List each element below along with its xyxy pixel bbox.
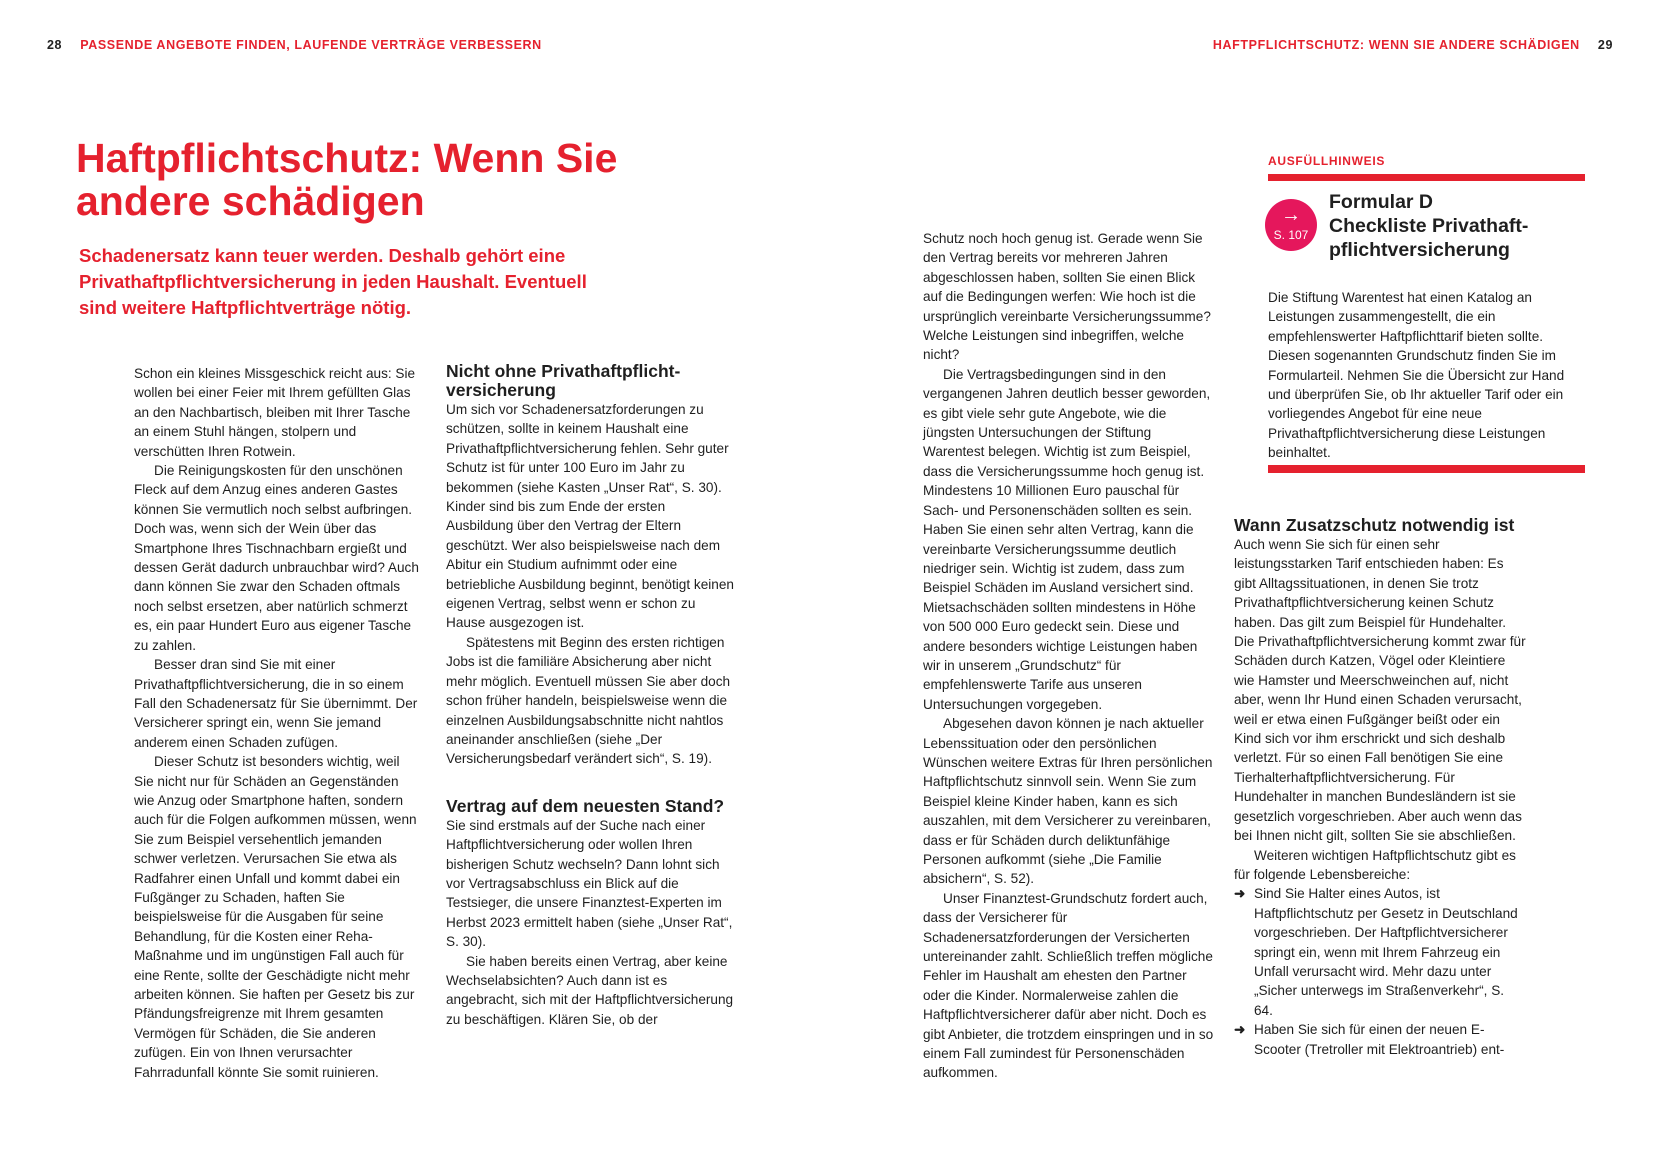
sidebar-title: Formular D Checkliste Privathaft- pflichtversicherung [1329, 191, 1529, 261]
paragraph: Auch wenn Sie sich für einen sehr leistungsstarken Tarif entschieden haben: Es gibt Alltagssituationen, in denen Sie trotz Privathaftpflichtversicherung keinen Schutz haben. Das gilt zum Beispiel für Hundehalter. Die Privathaftpflichtversicherung kommt zwar für Schäden durch Katzen, Vögel oder Kleintiere wie Hamster und Meerschweinchen auf, nicht aber, wenn Ihr Hund einen Schaden verursacht, weil er etwa einen Fußgänger beißt oder ein Kind sich vor ihm erschrickt und sich deshalb verletzt. Für so einen Fall benötigen Sie eine Tierhalterhaftpflichtversicherung. Für Hundehalter in manchen Bundesländern ist sie gesetzlich vorgeschrieben. Aber auch wenn das bei Ihnen nicht gilt, sollten Sie sie abschließen. [1234, 537, 1526, 844]
paragraph: Weiteren wichtigen Haftpflichtschutz gibt es für folgende Lebensbereiche: [1234, 847, 1516, 882]
paragraph: Abgesehen davon können je nach aktueller Lebenssituation oder den persönlichen Wünschen weitere Extras für Ihren persönlichen Haftpflichtschutz sinnvoll sein. Wenn Sie zum Beispiel kleine Kinder haben, kann es sich auszahlen, mit dem Versicherer zu vereinbaren, dass er für Schäden durch deliktunfähige Personen aufkommt (siehe „Die Familie absichern“, S. 52). [923, 716, 1213, 887]
running-title-right: HAFTPFLICHTSCHUTZ: WENN SIE ANDERE SCHÄDIGEN [1212, 38, 1580, 52]
paragraph: Spätestens mit Beginn des ersten richtigen Jobs ist die familiäre Absicherung aber nicht mehr möglich. Eventuell müssen Sie aber doch schon früher handeln, beispielsweise wenn die einzelnen Ausbildungsabschnitte nicht nahtlos aneinander anschließen (siehe „Der Versicherungsbedarf verändert sich“, S. 19). [446, 634, 731, 767]
sidebar-text: Die Stiftung Warentest hat einen Katalog an Leistungen zusammengestellt, die ein empfehlenswerter Haftpflichttarif bieten sollte. Diesen sogenannten Grundschutz finden Sie im Formularteil. Nehmen Sie die Übersicht zur Hand und überprüfen Sie, ob Ihr aktueller Tarif oder ein vorliegendes Angebot für eine neue Privathaftpflichtversicherung diese Leistungen beinhaltet. [1268, 290, 1565, 461]
section-heading: Wann Zusatzschutz notwendig ist [1234, 515, 1515, 535]
arrow-bullet-icon: ➜ [1234, 1022, 1246, 1038]
paragraph: Besser dran sind Sie mit einer Privathaftpflichtversicherung, die in so einem Fall den Schadenersatz für Sie übernimmt. Der Versicherer springt ein, wenn Sie jemand anderem einen Schaden zufügen. [134, 657, 418, 750]
article-lead: Schadenersatz kann teuer werden. Deshalb gehört eine Privathaftpflichtversicherung in jeden Haushalt. Eventuell sind weitere Haftpflichtverträge nötig. [79, 245, 587, 318]
page-number-left: 28 [47, 38, 63, 52]
paragraph: Um sich vor Schadenersatzforderungen zu schützen, sollte in keinem Haushalt eine Privathaftpflichtversicherung fehlen. Sehr guter Schutz ist für unter 100 Euro im Jahr zu bekommen (siehe Kasten „Unser Rat“, S. 30). Kinder sind bis zum Ende der ersten Ausbildung über den Vertrag der Eltern geschützt. Wer also beispielsweise nach dem Abitur ein Studium aufnimmt oder eine betriebliche Ausbildung beginnt, benötigt keinen eigenen Vertrag, selbst wenn er schon zu Hause ausgezogen ist. [446, 402, 734, 631]
page-reference-badge[interactable] [1265, 199, 1317, 251]
paragraph: Schutz noch hoch genug ist. Gerade wenn Sie den Vertrag bereits vor mehreren Jahren abgeschlossen haben, sollten Sie einen Blick auf die Bedingungen werfen: Wie hoch ist die ursprünglich vereinbarte Versicherungssumme? Welche Leistungen sind inbegriffen, welche nicht? [923, 231, 1211, 363]
running-title-left: PASSENDE ANGEBOTE FINDEN, LAUFENDE VERTRÄGE VERBESSERN [80, 38, 542, 52]
arrow-bullet-icon: ➜ [1234, 886, 1246, 902]
article-title: Haftpflichtschutz: Wenn Sie andere schädigen [76, 135, 618, 224]
running-header-left [47, 37, 542, 53]
text-column-2 [446, 362, 734, 1029]
sidebar-bottom-rule [1268, 465, 1585, 473]
paragraph: Die Vertragsbedingungen sind in den vergangenen Jahren deutlich besser geworden, es gibt viele sehr gute Angebote, wie die jüngsten Untersuchungen der Stiftung Warentest belegen. Wichtig ist zum Beispiel, dass die Versicherungssumme hoch genug ist. Mindestens 10 Millionen Euro pauschal für Sach- und Personenschäden sollten es sein. Haben Sie einen sehr alten Vertrag, kann die vereinbarte Versicherungssumme deutlich niedriger sein. Wichtig ist zudem, dass zum Beispiel Schäden im Ausland versichert sind. Mietsachschäden sollten mindestens in Höhe von 500 000 Euro gedeckt sein. Diese und andere besonders wichtige Leistungen haben wir in unserem „Grundschutz“ für empfehlenswerte Tarife aus unseren Untersuchungen vorgegeben. [923, 366, 1211, 712]
paragraph: Die Reinigungskosten für den unschönen Fleck auf dem Anzug eines anderen Gastes können Sie vermutlich noch selbst aufbringen. Doch was, wenn sich der Wein über das Smartphone Ihres Tischnachbarn ergießt und dessen Gerät dadurch unbrauchbar wird? Auch dann können Sie zwar den Schaden oftmals noch selbst ersetzen, aber natürlich schmerzt es, ein paar Hundert Euro aus eigener Tasche zu zahlen. [134, 463, 419, 653]
sidebar-top-rule [1268, 174, 1585, 181]
text-column-1 [134, 364, 421, 1082]
bullet-item: ➜ Sind Sie Halter eines Autos, ist Haftpflichtschutz per Gesetz in Deutschland vorgeschrieben. Der Haftpflichtversicherer springt ein, wenn mit Ihrem Fahrzeug ein Unfall verursacht wird. Mehr dazu unter „Sicher unterwegs im Straßenverkehr“, S. 64. [1234, 886, 1518, 1018]
bullet-item: ➜ Haben Sie sich für einen der neuen E-Scooter (Tretroller mit Elektroantrieb) ent- [1234, 1022, 1505, 1057]
page-number-right: 29 [1597, 38, 1613, 52]
text-column-3 [923, 229, 1215, 1083]
paragraph: Schon ein kleines Missgeschick reicht aus: Sie wollen bei einer Feier mit Ihrem gefüllten Glas an den Nachbartisch, bleiben mit Ihrer Tasche an einem Stuhl hängen, stolpern und verschütten Ihren Rotwein. [134, 366, 416, 459]
page-reference: S. 107 [1273, 228, 1309, 242]
section-heading: Vertrag auf dem neuesten Stand? [446, 795, 725, 816]
sidebar-label: AUSFÜLLHINWEIS [1268, 154, 1386, 168]
running-header-right [1213, 37, 1613, 53]
paragraph: Unser Finanztest-Grundschutz fordert auch, dass der Versicherer für Schadenersatzforderungen der Versicherten untereinander zahlt. Schließlich treffen mögliche Fehler im Haushalt am ehesten den Partner oder die Kinder. Normalerweise zahlen die Haftpflichtversicherer dafür aber nicht. Doch es gibt Anbieter, die trotzdem einspringen und in so einem Fall zumindest für Personenschäden aufkommen. [923, 890, 1214, 1081]
text-column-4 [1234, 516, 1526, 1059]
paragraph: Sie sind erstmals auf der Suche nach einer Haftpflichtversicherung oder wollen Ihren bisherigen Schutz wechseln? Dann lohnt sich vor Vertragsabschluss ein Blick auf die Testsieger, die unsere Finanztest-Experten im Herbst 2023 ermittelt haben (siehe „Unser Rat“, S. 30). [446, 817, 733, 950]
paragraph: Sie haben bereits einen Vertrag, aber keine Wechselabsichten? Auch dann ist es angebracht, sich mit der Haftpflichtversicherung zu beschäftigen. Klären Sie, ob der [446, 953, 734, 1027]
arrow-right-icon: → [1281, 204, 1301, 226]
paragraph: Dieser Schutz ist besonders wichtig, weil Sie nicht nur für Schäden an Gegenständen wie Anzug oder Smartphone haften, sondern auch für die Folgen aufkommen müssen, wenn Sie zum Beispiel versehentlich jemanden schwer verletzen. Verursachen Sie etwa als Radfahrer einen Unfall und kommt dabei ein Fußgänger zu Schaden, haften Sie beispielsweise für die Ausgaben für seine Behandlung, für die Kosten einer Reha-Maßnahme und im ungünstigen Fall auch für eine Rente, sollte der Geschädigte nicht mehr arbeiten können. Sie haften per Gesetz bis zur Pfändungsfreigrenze mit Ihrem gesamten Vermögen für Schäden, die Sie anderen zufügen. Ein von Ihnen verursachter Fahrradunfall könnte Sie somit ruinieren. [134, 754, 417, 1080]
section-heading: Nicht ohne Privathaftpflicht-versicherung [446, 361, 681, 400]
